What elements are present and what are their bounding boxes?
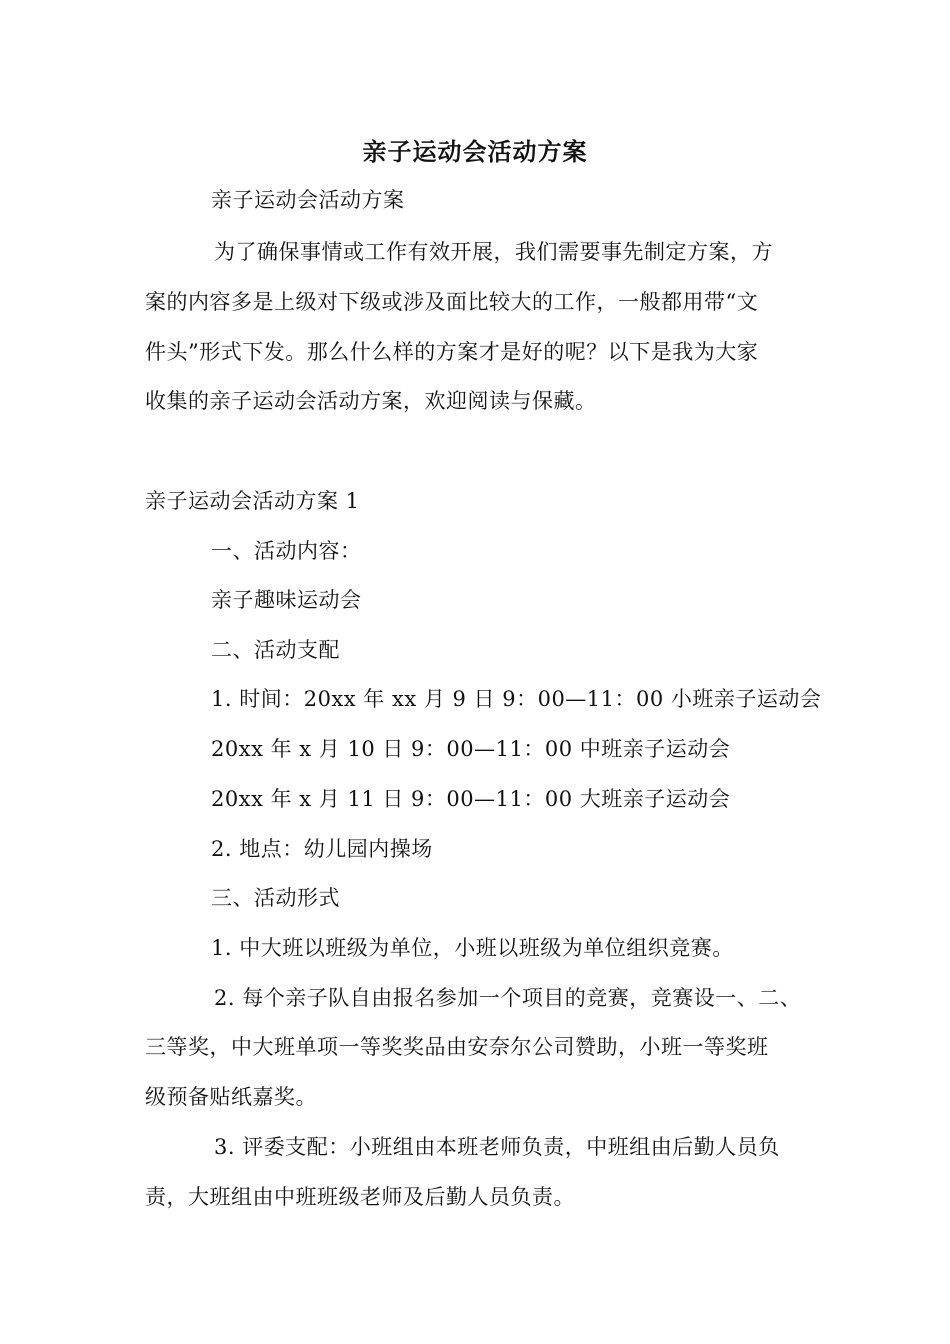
body-line-6: 20xx 年 x 月 11 日 9：00—11：00 大班亲子运动会 xyxy=(211,787,731,811)
document-title: 亲子运动会活动方案 xyxy=(362,137,588,166)
intro-line-2: 案的内容多是上级对下级或涉及面比较大的工作，一般都用带“文 xyxy=(145,290,759,314)
para2-line-3: 级预备贴纸嘉奖。 xyxy=(145,1085,317,1109)
body-line-4: 1. 时间：20xx 年 xx 月 9 日 9：00—11：00 小班亲子运动会 xyxy=(211,687,822,711)
para2-line-2: 三等奖，中大班单项一等奖奖品由安奈尔公司赞助，小班一等奖班 xyxy=(145,1035,769,1059)
para3-line-1: 3. 评委支配：小班组由本班老师负责，中班组由后勤人员负 xyxy=(214,1135,780,1159)
intro-line-1: 为了确保事情或工作有效开展，我们需要事先制定方案，方 xyxy=(214,240,773,264)
body-line-1: 一、活动内容： xyxy=(211,539,362,563)
body-line-2: 亲子趣味运动会 xyxy=(211,588,362,612)
body-line-9: 1. 中大班以班级为单位，小班以班级为单位组织竞赛。 xyxy=(211,936,734,960)
section-heading: 亲子运动会活动方案 1 xyxy=(145,489,360,513)
body-line-5: 20xx 年 x 月 10 日 9：00—11：00 中班亲子运动会 xyxy=(211,737,731,761)
document-subtitle: 亲子运动会活动方案 xyxy=(211,188,405,212)
para3-line-2: 责，大班组由中班班级老师及后勤人员负责。 xyxy=(145,1185,575,1209)
para2-line-1: 2. 每个亲子队自由报名参加一个项目的竞赛，竞赛设一、二、 xyxy=(214,986,802,1010)
body-line-3: 二、活动支配 xyxy=(211,638,340,662)
intro-line-3: 件头”形式下发。那么什么样的方案才是好的呢？以下是我为大家 xyxy=(145,340,759,364)
body-line-8: 三、活动形式 xyxy=(211,886,340,910)
intro-line-4: 收集的亲子运动会活动方案，欢迎阅读与保藏。 xyxy=(145,389,597,413)
body-line-7: 2. 地点：幼儿园内操场 xyxy=(211,837,433,861)
